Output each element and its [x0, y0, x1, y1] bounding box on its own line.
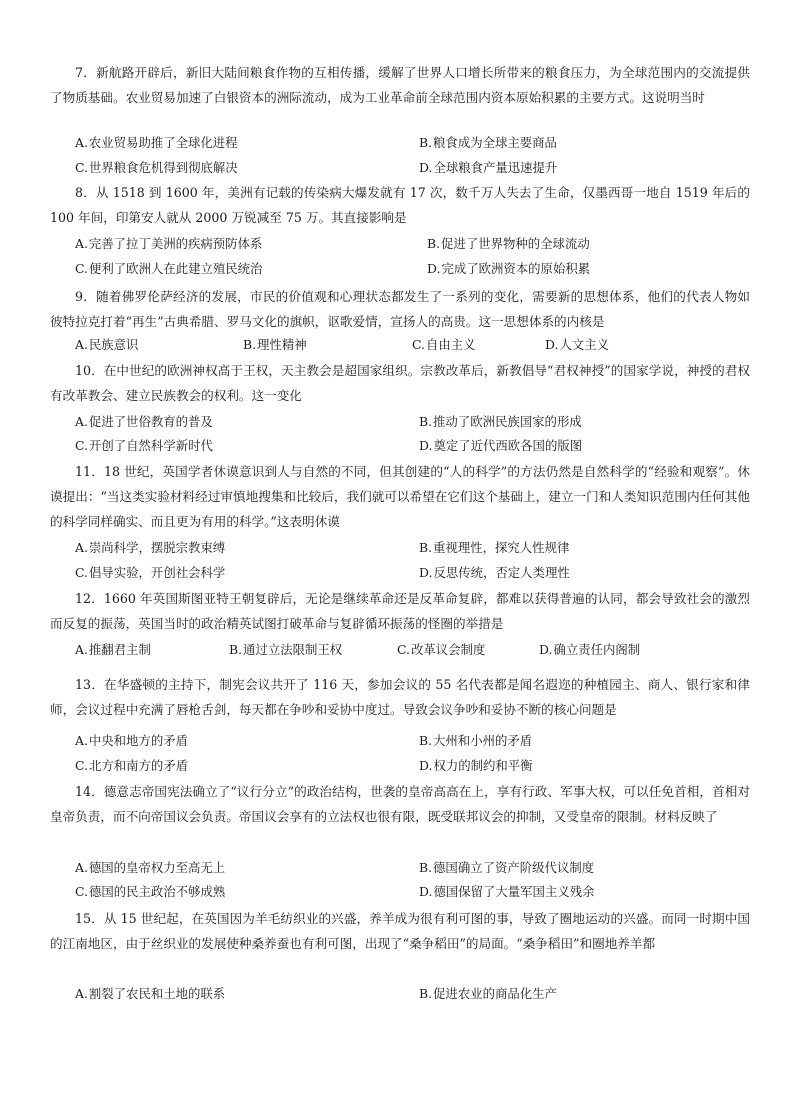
question-11-stem: 11．18 世纪，英国学者休谟意识到人与自然的不同，但其创建的“人的科学”的方法仍然是自然科学的“经验和观察”。休谟提出：“当这类实验材料经过审慎地搜集和比较后，我们就可以希望在它们这个基础上，建立一门和人类知识范围内任何其他的科学同样确实、而且更为有用的科学。”这表明休谟	[50, 464, 750, 530]
option-text: 世界粮食危机得到彻底解决	[88, 160, 238, 175]
option-letter: A.	[75, 860, 88, 875]
question-14-option-d[interactable]	[419, 884, 595, 900]
question-13-option-b[interactable]	[419, 733, 532, 749]
option-letter: A.	[75, 733, 88, 748]
option-text: 德国的皇帝权力至高无上	[88, 860, 226, 875]
question-7-option-c[interactable]	[75, 160, 238, 176]
option-letter: A.	[75, 236, 88, 251]
question-9-option-d[interactable]	[545, 337, 609, 353]
option-text: 通过立法限制王权	[243, 642, 343, 657]
question-7-option-a[interactable]	[75, 135, 238, 151]
option-text: 粮食成为全球主要商品	[433, 135, 557, 150]
option-text: 确立责任内阁制	[553, 642, 641, 657]
question-9-stem: 9．随着佛罗伦萨经济的发展，市民的价值观和心理状态都发生了一系列的变化，需要新的思想体系，他们的代表人物如彼特拉克打着“再生”古典希腊、罗马文化的旗帜，讴歌爱情，宣扬人的高贵。这一思想体系的内核是	[50, 289, 750, 330]
option-text: 奠定了近代西欧各国的版图	[433, 438, 583, 453]
question-7-stem: 7．新航路开辟后，新旧大陆间粮食作物的互相传播，缓解了世界人口增长所带来的粮食压力，为全球范围内的交流提供了物质基础。农业贸易加速了白银资本的洲际流动，成为工业革命前全球范围内资本原始积累的主要方式。这说明当时	[50, 65, 750, 106]
option-text: 促进了世俗教育的普及	[88, 414, 213, 429]
option-text: 崇尚科学，摆脱宗教束缚	[88, 540, 226, 555]
option-letter: B.	[419, 860, 433, 875]
option-text: 促进了世界物种的全球流动	[441, 236, 590, 251]
option-letter: B.	[419, 986, 433, 1001]
option-letter: D.	[419, 758, 433, 773]
question-12-option-c[interactable]	[397, 642, 485, 658]
question-14-option-b[interactable]	[419, 860, 594, 876]
question-12-stem: 12．1660 年英国斯图亚特王朝复辟后，无论是继续革命还是反革命复辟，都难以获得普遍的认同，都会导致社会的激烈而反复的振荡，英国当时的政治精英试图打破革命与复辟循环振荡的怪圈的举措是	[50, 591, 750, 632]
option-letter: A.	[75, 337, 88, 352]
option-text: 德国的民主政治不够成熟	[88, 884, 226, 899]
question-13-stem: 13．在华盛顿的主持下，制宪会议共开了 116 天，参加会议的 55 名代表都是闻名遐迩的种植园主、商人、银行家和律师，会议过程中充满了唇枪舌剑，每天都在争吵和妥协中度过。导致会议争吵和妥协不断的核心问题是	[50, 677, 750, 718]
question-7-option-b[interactable]	[419, 135, 557, 151]
question-8-option-b[interactable]	[427, 236, 590, 252]
option-letter: C.	[75, 758, 88, 773]
option-letter: B.	[243, 337, 257, 352]
option-text: 中央和地方的矛盾	[88, 733, 189, 748]
question-9-option-c[interactable]	[412, 337, 476, 353]
option-letter: B.	[427, 236, 441, 251]
option-letter: C.	[75, 565, 88, 580]
option-text: 推翻君主制	[88, 642, 151, 657]
option-letter: D.	[545, 337, 559, 352]
option-letter: D.	[539, 642, 553, 657]
question-13-option-d[interactable]	[419, 758, 533, 774]
option-text: 改革议会制度	[410, 642, 486, 657]
question-10-option-a[interactable]	[75, 414, 213, 430]
option-text: 权力的制约和平衡	[433, 758, 533, 773]
question-13-option-c[interactable]	[75, 758, 188, 774]
option-text: 理性精神	[257, 337, 307, 352]
option-letter: A.	[75, 642, 88, 657]
option-text: 完成了欧洲资本的原始积累	[441, 261, 591, 276]
question-10-option-b[interactable]	[419, 414, 582, 430]
question-8-option-c[interactable]	[75, 261, 262, 277]
option-text: 人文主义	[559, 337, 609, 352]
option-text: 便利了欧洲人在此建立殖民统治	[88, 261, 263, 276]
option-text: 开创了自然科学新时代	[88, 438, 213, 453]
question-15-option-b[interactable]	[419, 986, 557, 1002]
question-11-option-b[interactable]	[419, 540, 569, 556]
question-15-option-a[interactable]	[75, 986, 225, 1002]
option-letter: B.	[419, 135, 433, 150]
option-letter: B.	[419, 733, 433, 748]
option-text: 倡导实验，开创社会科学	[88, 565, 226, 580]
question-12-option-d[interactable]	[539, 642, 640, 658]
question-12-option-a[interactable]	[75, 642, 151, 658]
option-letter: C.	[75, 160, 88, 175]
option-letter: D.	[419, 884, 433, 899]
option-text: 大州和小州的矛盾	[433, 733, 533, 748]
option-text: 北方和南方的矛盾	[88, 758, 189, 773]
option-letter: C.	[397, 642, 410, 657]
option-letter: A.	[75, 414, 88, 429]
option-text: 完善了拉丁美洲的疾病预防体系	[88, 236, 263, 251]
option-letter: C.	[412, 337, 425, 352]
question-8-stem: 8．从 1518 到 1600 年，美洲有记载的传染病大爆发就有 17 次，数千万人失去了生命，仅墨西哥一地自 1519 年后的 100 年间，印第安人就从 2000 万锐减至 75 万。其直接影响是	[50, 185, 750, 226]
option-letter: A.	[75, 540, 88, 555]
option-letter: B.	[419, 540, 433, 555]
option-letter: B.	[229, 642, 243, 657]
option-text: 农业贸易助推了全球化进程	[88, 135, 238, 150]
option-letter: A.	[75, 135, 88, 150]
question-9-option-b[interactable]	[243, 337, 307, 353]
option-letter: D.	[419, 438, 433, 453]
option-letter: D.	[419, 565, 433, 580]
option-text: 德国保留了大量军国主义残余	[433, 884, 595, 899]
option-text: 反思传统，否定人类理性	[433, 565, 570, 580]
question-7-option-d[interactable]	[419, 160, 557, 176]
question-14-option-a[interactable]	[75, 860, 225, 876]
option-letter: C.	[75, 884, 88, 899]
question-10-option-d[interactable]	[419, 438, 582, 454]
option-text: 割裂了农民和土地的联系	[88, 986, 226, 1001]
question-11-option-a[interactable]	[75, 540, 225, 556]
question-9-option-a[interactable]	[75, 337, 138, 353]
question-10-stem: 10．在中世纪的欧洲神权高于王权，天主教会是超国家组织。宗教改革后，新教倡导“君权神授”的国家学说，神授的君权有改革教会、建立民族教会的权利。这一变化	[50, 363, 750, 404]
option-text: 民族意识	[88, 337, 139, 352]
question-8-option-d[interactable]	[427, 261, 590, 277]
option-text: 德国确立了资产阶级代议制度	[433, 860, 595, 875]
option-text: 自由主义	[425, 337, 476, 352]
option-letter: D.	[419, 160, 433, 175]
question-11-option-d[interactable]	[419, 565, 570, 581]
question-15-stem: 15．从 15 世纪起，在英国因为羊毛纺织业的兴盛，养羊成为很有利可图的事，导致了圈地运动的兴盛。而同一时期中国的江南地区，由于丝织业的发展使种桑养蚕也有利可图，出现了“桑争稻田”的局面。“桑争稻田”和圈地养羊都	[50, 911, 750, 952]
question-11-option-c[interactable]	[75, 565, 225, 581]
question-14-option-c[interactable]	[75, 884, 225, 900]
question-13-option-a[interactable]	[75, 733, 188, 749]
option-text: 全球粮食产量迅速提升	[433, 160, 558, 175]
question-14-stem: 14．德意志帝国宪法确立了“议行分立”的政治结构，世袭的皇帝高高在上，享有行政、军事大权，可以任免首相，首相对皇帝负责，而不向帝国议会负责。帝国议会享有的立法权也很有限，既受联邦议会的抑制，又受皇帝的限制。材料反映了	[50, 784, 750, 825]
option-letter: C.	[75, 438, 88, 453]
option-text: 重视理性，探究人性规律	[433, 540, 570, 555]
option-letter: C.	[75, 261, 88, 276]
question-10-option-c[interactable]	[75, 438, 213, 454]
question-8-option-a[interactable]	[75, 236, 262, 252]
option-text: 推动了欧洲民族国家的形成	[433, 414, 582, 429]
option-text: 促进农业的商品化生产	[433, 986, 557, 1001]
question-12-option-b[interactable]	[229, 642, 342, 658]
option-letter: A.	[75, 986, 88, 1001]
option-letter: D.	[427, 261, 441, 276]
option-letter: B.	[419, 414, 433, 429]
